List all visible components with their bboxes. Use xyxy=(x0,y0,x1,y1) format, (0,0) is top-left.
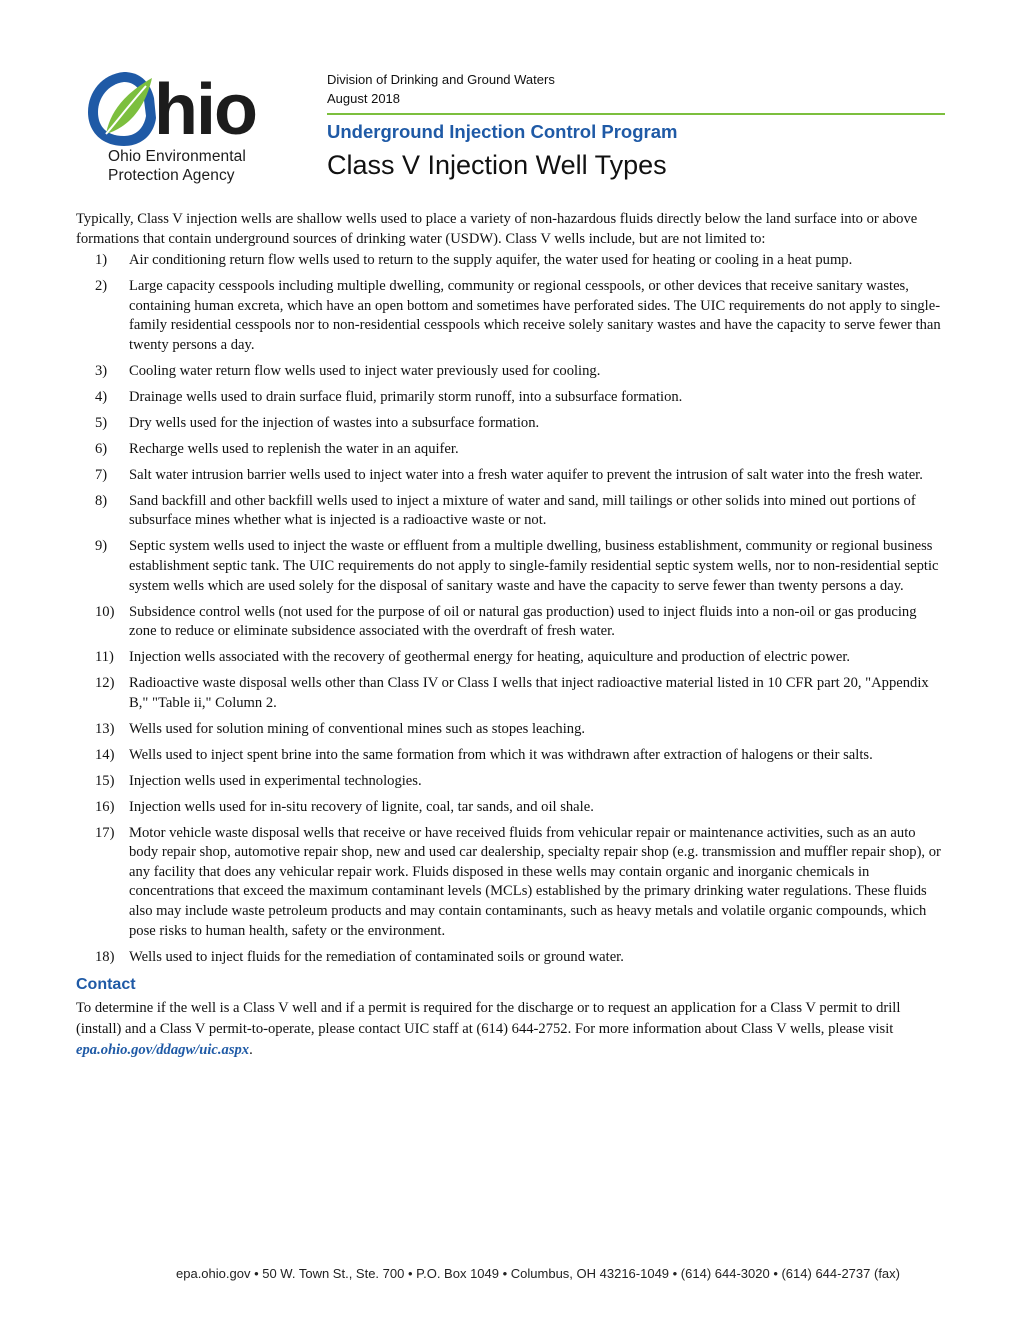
list-item-text: Wells used to inject spent brine into the same formation from which it was withdrawn after extraction of halogens or their salts. xyxy=(129,746,873,763)
list-item xyxy=(76,824,946,942)
list-item-number-text: 10) xyxy=(95,603,115,620)
footer xyxy=(0,1266,1020,1281)
logo-agency-line1: Ohio Environmental xyxy=(108,148,246,165)
document-body xyxy=(76,210,946,1061)
list-item xyxy=(76,414,946,434)
document-header xyxy=(327,70,945,182)
list-item xyxy=(76,772,946,792)
list-item-text: Radioactive waste disposal wells other than Class IV or Class I wells that inject radioactive material listed in 10 CFR part 20, "Appendix B," "Table ii," Column 2. xyxy=(129,675,929,711)
header-rule xyxy=(327,113,945,115)
list-item-text: Air conditioning return flow wells used to return to the supply aquifer, the water used for heating or cooling in a heat pump. xyxy=(129,252,853,269)
list-item-text: Recharge wells used to replenish the water in an aquifer. xyxy=(129,440,459,457)
list-item-text: Septic system wells used to inject the waste or effluent from a multiple dwelling, business establishment, community or regional business establishment septic tank. The UIC requirements do not apply to single-family residential septic system wells, nor to non-residential septic system wells which are used solely for the disposal of sanitary waste and have the capacity to serve fewer than twenty persons a day. xyxy=(129,538,939,594)
list-item xyxy=(76,440,946,460)
list-item-number xyxy=(76,537,129,596)
list-item-number-text: 12) xyxy=(95,675,115,692)
contact-text: To determine if the well is a Class V well and if a permit is required for the discharge or to request an application for a Class V permit to drill (install) and a Class V permit-to-operate, please contact UIC staff at (614) 644-2752. For more information about Class V wells, please visit xyxy=(76,999,901,1037)
list-item-number xyxy=(76,362,129,382)
list-item-number xyxy=(76,466,129,486)
uic-website-link[interactable]: epa.ohio.gov/ddagw/uic.aspx xyxy=(76,1041,250,1058)
list-item-number-text: 3) xyxy=(95,362,108,379)
list-item-number xyxy=(76,772,129,792)
list-item xyxy=(76,277,946,355)
contact-paragraph xyxy=(76,998,946,1061)
page-title: Class V Injection Well Types xyxy=(327,150,667,180)
list-item-number-text: 17) xyxy=(95,824,115,841)
list-item-number-text: 8) xyxy=(95,492,108,509)
list-item-number xyxy=(76,720,129,740)
list-item-number xyxy=(76,603,129,642)
program-name: Underground Injection Control Program xyxy=(327,121,678,142)
list-item-number-text: 9) xyxy=(95,538,108,555)
list-item xyxy=(76,603,946,642)
division-name: Division of Drinking and Ground Waters xyxy=(327,72,555,87)
list-item-number-text: 6) xyxy=(95,440,108,457)
list-item-number xyxy=(76,388,129,408)
list-item xyxy=(76,798,946,818)
list-item xyxy=(76,720,946,740)
list-item-number-text: 1) xyxy=(95,252,108,269)
intro-paragraph: Typically, Class V injection wells are shallow wells used to place a variety of non-hazardous fluids directly below the land surface into or above formations that contain underground sources of drinking water (USDW). Class V wells include, but are not limited to: xyxy=(76,211,918,247)
list-item-number-text: 13) xyxy=(95,720,115,737)
list-item-number-text: 18) xyxy=(95,948,115,965)
contact-end: . xyxy=(249,1041,253,1058)
list-item-number xyxy=(76,948,129,968)
list-item-number xyxy=(76,414,129,434)
list-item-number xyxy=(76,440,129,460)
list-item-number-text: 7) xyxy=(95,466,108,483)
list-item-number xyxy=(76,251,129,271)
footer-address: epa.ohio.gov • 50 W. Town St., Ste. 700 • P.O. Box 1049 • Columbus, OH 43216-1049 • (614) 644-3020 • (614) 644-2737 (fax) xyxy=(176,1266,900,1281)
list-item xyxy=(76,388,946,408)
list-item xyxy=(76,251,946,271)
list-item-text: Large capacity cesspools including multiple dwelling, community or regional cesspools, or other devices that receive sanitary wastes, containing human excreta, which have an open bottom and sometimes have perforated sides. The UIC requirements do not apply to single-family residential cesspools nor to non-residential cesspools which receive solely sanitary wastes and have the capacity to serve fewer than twenty persons a day. xyxy=(129,278,941,353)
logo-agency-line2: Protection Agency xyxy=(108,167,235,184)
list-item xyxy=(76,537,946,596)
logo-wordmark: hio xyxy=(154,70,256,150)
list-item-text: Motor vehicle waste disposal wells that receive or have received fluids from vehicular repair or maintenance activities, such as an auto body repair shop, automotive repair shop, new and used car dealership, specialty repair shop (e.g. transmission and muffler repair shop), or any facility that does any vehicular repair work. Fluids disposed in these wells may contain organic and inorganic chemicals in concentrations that exceed the maximum contaminant levels (MCLs) established by the primary drinking water regulations. These fluids also may include waste petroleum products and may contain contaminants, such as heavy metals and volatile organic compounds, which pose risks to human health, safety or the environment. xyxy=(129,824,941,939)
list-item-number-text: 15) xyxy=(95,772,115,789)
list-item xyxy=(76,674,946,713)
list-item-number xyxy=(76,674,129,713)
list-item-number-text: 2) xyxy=(95,278,108,295)
list-item-number xyxy=(76,648,129,668)
list-item-text: Dry wells used for the injection of wastes into a subsurface formation. xyxy=(129,414,540,431)
list-item-text: Cooling water return flow wells used to inject water previously used for cooling. xyxy=(129,362,601,379)
list-item-text: Wells used to inject fluids for the remediation of contaminated soils or ground water. xyxy=(129,948,624,965)
list-item xyxy=(76,746,946,766)
list-item xyxy=(76,466,946,486)
list-item xyxy=(76,648,946,668)
list-item xyxy=(76,492,946,531)
list-item-text: Wells used for solution mining of conventional mines such as stopes leaching. xyxy=(129,720,586,737)
list-item-number-text: 5) xyxy=(95,414,108,431)
list-item-number xyxy=(76,277,129,355)
list-item-text: Drainage wells used to drain surface fluid, primarily storm runoff, into a subsurface formation. xyxy=(129,388,683,405)
list-item xyxy=(76,948,946,968)
list-item-number-text: 14) xyxy=(95,746,115,763)
list-item-text: Sand backfill and other backfill wells used to inject a mixture of water and sand, mill tailings or other solids into mined out portions of subsurface mines whether what is injected is a radioactive waste or not. xyxy=(129,492,916,529)
list-item-number xyxy=(76,798,129,818)
list-item-text: Subsidence control wells (not used for the purpose of oil or natural gas production) used to inject fluids into a non-oil or gas producing zone to reduce or eliminate subsidence associated with the overdraft of fresh water. xyxy=(129,603,917,640)
list-item-text: Injection wells used for in-situ recovery of lignite, coal, tar sands, and oil shale. xyxy=(129,798,594,815)
list-item-text: Injection wells used in experimental technologies. xyxy=(129,772,422,789)
contact-heading: Contact xyxy=(76,975,136,993)
list-item-number xyxy=(76,824,129,942)
list-item-number-text: 4) xyxy=(95,388,108,405)
well-types-list xyxy=(76,251,946,967)
list-item-number-text: 11) xyxy=(95,649,114,666)
publication-date: August 2018 xyxy=(327,91,401,106)
list-item-text: Injection wells associated with the recovery of geothermal energy for heating, aquiculture and production of electric power. xyxy=(129,649,851,666)
ohio-epa-logo xyxy=(84,68,284,192)
list-item-number-text: 16) xyxy=(95,798,115,815)
list-item xyxy=(76,362,946,382)
list-item-text: Salt water intrusion barrier wells used to inject water into a fresh water aquifer to prevent the intrusion of salt water into the fresh water. xyxy=(129,466,923,483)
list-item-number xyxy=(76,746,129,766)
list-item-number xyxy=(76,492,129,531)
